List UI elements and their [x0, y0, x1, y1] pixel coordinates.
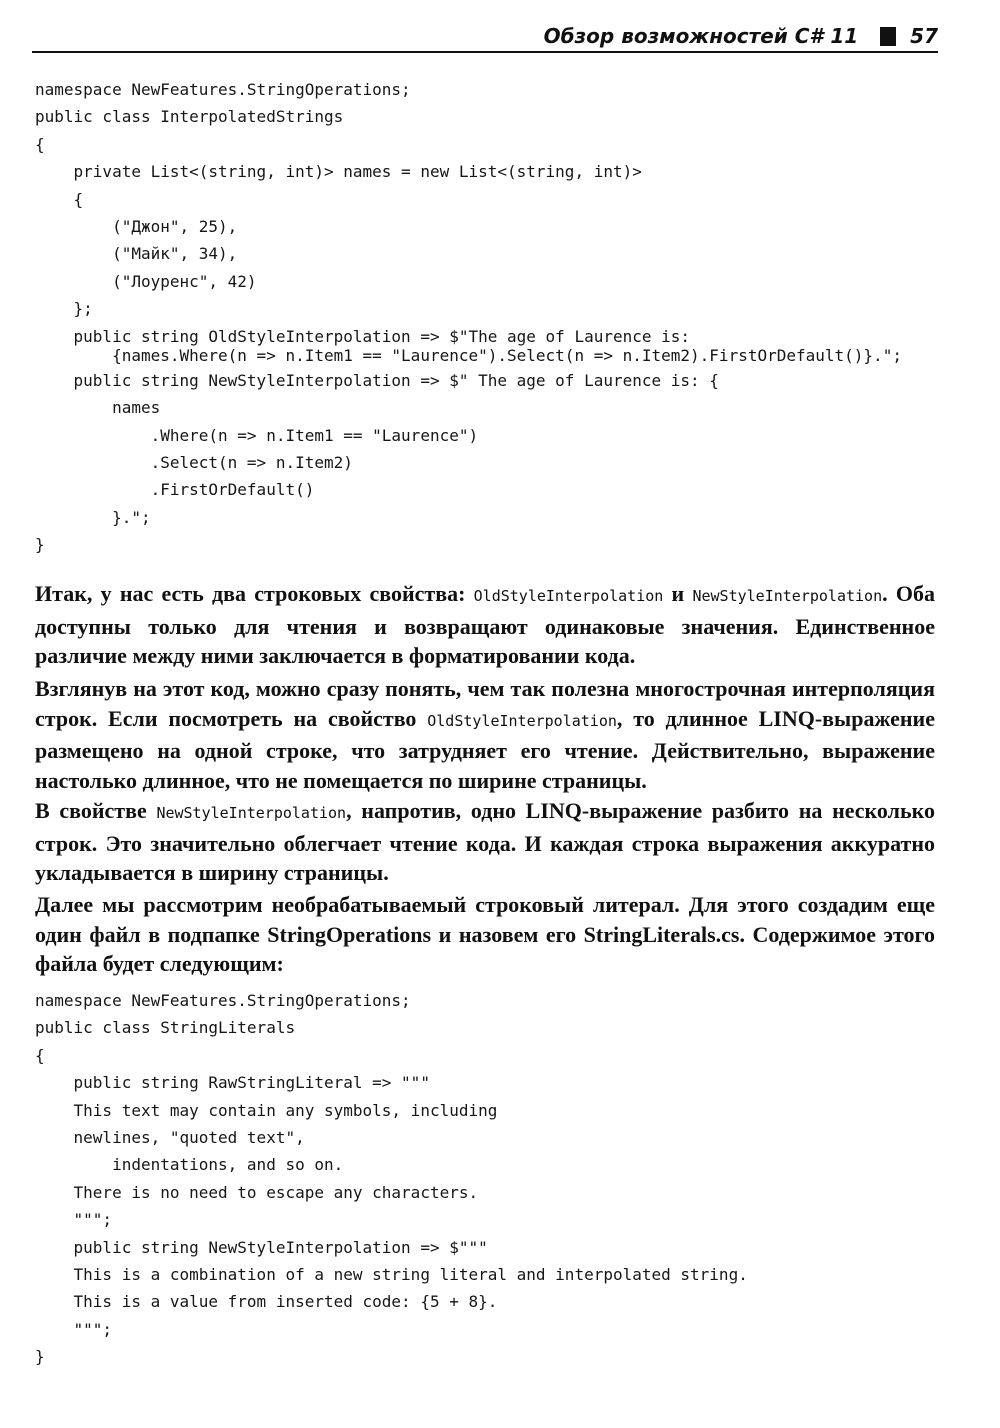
header-square-marker [880, 27, 896, 46]
code-line: { [35, 1045, 45, 1065]
code-line: namespace NewFeatures.StringOperations; [35, 991, 411, 1010]
paragraph-3 [35, 796, 935, 888]
inline-code: NewStyleInterpolation [692, 587, 883, 605]
text-run: В свойстве [35, 798, 157, 823]
code-line: }."; [35, 507, 151, 527]
code-line: { [35, 189, 84, 209]
paragraph-2 [35, 674, 935, 795]
text-run: Итак, у нас есть два строковых свойства: [35, 581, 474, 606]
inline-code: OldStyleInterpolation [427, 711, 617, 730]
code-line: public class StringLiterals [35, 1018, 296, 1038]
code-line: .Select(n => n.Item2) [35, 453, 353, 473]
code-line: indentations, and so on. [35, 1155, 344, 1175]
code-line: public string NewStyleInterpolation => $""" [35, 1237, 488, 1257]
code-line: This is a value from inserted code: {5 + 8}. [35, 1292, 498, 1312]
text-run: и [663, 581, 693, 606]
text-run: , напротив, одно LINQ-выражение разбито на несколько строк. Это значительно облегчает чтение кода. И каждая строка выражения аккуратно укладывается в ширину страницы. [35, 798, 935, 885]
code-line: names [35, 398, 161, 418]
code-line: .FirstOrDefault() [35, 480, 315, 500]
paragraph-4 [35, 890, 935, 979]
code-line: }; [35, 299, 93, 319]
text-run: , то длинное LINQ-выражение размещено на одной строке, что затрудняет его чтение. Действительно, выражение настолько длинное, что не помещается по ширине страницы. [35, 705, 935, 793]
header-title: Обзор возможностей C# 11 [543, 24, 859, 48]
code-line: ("Джон", 25), [35, 216, 238, 236]
running-header [32, 24, 938, 53]
code-line: public class InterpolatedStrings [35, 107, 344, 127]
code-line: ("Майк", 34), [35, 244, 238, 264]
inline-code: OldStyleInterpolation [473, 587, 664, 605]
code-line: { [35, 134, 45, 154]
text-run: Далее мы рассмотрим необрабатываемый строковый литерал. Для этого создадим еще один файл в подпапке StringOperations и назовем его StringLiterals.cs. Содержимое этого файла будет следующим: [35, 892, 935, 976]
code-line: .Where(n => n.Item1 == "Laurence") [35, 425, 479, 445]
code-line: private List<(string, int)> names = new List<(string, int)> [35, 162, 642, 182]
code-line: newlines, "quoted text", [35, 1127, 305, 1147]
code-line: } [35, 1347, 45, 1367]
text-run: Взглянув на этот код, можно сразу понять, чем так полезна многострочная интерполяция строк. Если посмотреть на свойство [35, 676, 935, 731]
code-line: """; [35, 1319, 113, 1339]
code-block-interpolated-strings [35, 76, 902, 559]
paragraph-1 [35, 579, 935, 671]
text-run: . Оба доступны только для чтения и возвращают одинаковые значения. Единственное различие между ними заключается в форматировании кода. [35, 581, 935, 668]
page-number: 57 [910, 24, 938, 48]
code-line: This text may contain any symbols, including [35, 1100, 498, 1120]
code-line: public string OldStyleInterpolation => $"The age of Laurence is: [35, 326, 691, 346]
code-line-continuation: {names.Where(n => n.Item1 == "Laurence").Select(n => n.Item2).FirstOrDefault()}."; [35, 345, 902, 365]
code-line: ("Лоуренс", 42) [35, 271, 257, 291]
code-line: This is a combination of a new string literal and interpolated string. [35, 1264, 748, 1284]
code-line: public string NewStyleInterpolation => $" The age of Laurence is: { [35, 370, 719, 390]
code-block-string-literals [35, 987, 748, 1370]
code-line: There is no need to escape any characters. [35, 1182, 479, 1202]
code-line: public string RawStringLiteral => """ [35, 1073, 430, 1093]
code-line: namespace NewFeatures.StringOperations; [35, 80, 411, 99]
code-line: """; [35, 1210, 113, 1230]
code-line: } [35, 535, 45, 555]
inline-code: NewStyleInterpolation [156, 804, 347, 822]
